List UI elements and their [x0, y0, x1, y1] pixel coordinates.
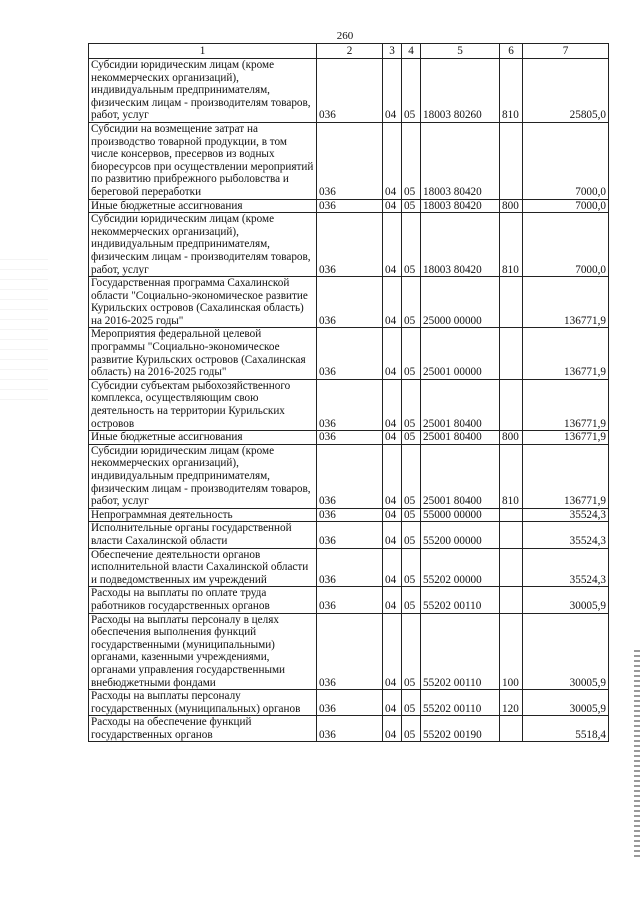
row-code: 036 — [317, 199, 383, 213]
row-code: 036 — [317, 690, 383, 716]
row-expense-type: 100 — [500, 613, 523, 690]
row-target-article: 55202 00110 — [421, 613, 500, 690]
row-code: 036 — [317, 277, 383, 328]
row-target-article: 18003 80260 — [421, 59, 500, 123]
row-expense-type — [500, 328, 523, 379]
table-row — [89, 59, 609, 123]
row-code: 036 — [317, 508, 383, 522]
row-amount: 136771,9 — [523, 277, 609, 328]
row-amount: 30005,9 — [523, 690, 609, 716]
row-amount: 35524,3 — [523, 548, 609, 587]
row-name: Мероприятия федеральной целевой программы "Социально-экономическое развитие Курильских островов (Сахалинская область) на 2016-2025 годы" — [89, 328, 317, 379]
row-subsection: 05 — [402, 613, 421, 690]
row-target-article: 25001 80400 — [421, 431, 500, 445]
table-row — [89, 587, 609, 613]
table-row — [89, 328, 609, 379]
row-section: 04 — [383, 328, 402, 379]
row-expense-type: 120 — [500, 690, 523, 716]
table-row — [89, 716, 609, 742]
row-code: 036 — [317, 328, 383, 379]
row-target-article: 25001 80400 — [421, 444, 500, 508]
row-name: Расходы на выплаты по оплате труда работников государственных органов — [89, 587, 317, 613]
row-target-article: 55200 00000 — [421, 522, 500, 548]
row-subsection: 05 — [402, 213, 421, 277]
header-col-1: 1 — [89, 44, 317, 59]
row-section: 04 — [383, 122, 402, 199]
row-name: Исполнительные органы государственной власти Сахалинской области — [89, 522, 317, 548]
page-number: 260 — [336, 30, 354, 42]
row-subsection: 05 — [402, 716, 421, 742]
row-target-article: 55202 00110 — [421, 690, 500, 716]
row-expense-type: 800 — [500, 431, 523, 445]
row-name: Иные бюджетные ассигнования — [89, 431, 317, 445]
row-code: 036 — [317, 431, 383, 445]
row-code: 036 — [317, 444, 383, 508]
row-target-article: 18003 80420 — [421, 213, 500, 277]
row-name: Субсидии субъектам рыбохозяйственного комплекса, осуществляющим свою деятельность на территории Курильских островов — [89, 379, 317, 430]
row-name: Расходы на обеспечение функций государственных органов — [89, 716, 317, 742]
table-row — [89, 444, 609, 508]
row-name: Субсидии юридическим лицам (кроме некоммерческих организаций), индивидуальным предпринимателям, физическим лицам - производителям товаров, работ, услуг — [89, 213, 317, 277]
row-expense-type: 810 — [500, 59, 523, 123]
row-subsection: 05 — [402, 508, 421, 522]
row-amount: 5518,4 — [523, 716, 609, 742]
row-amount: 136771,9 — [523, 431, 609, 445]
row-subsection: 05 — [402, 522, 421, 548]
row-amount: 136771,9 — [523, 328, 609, 379]
row-section: 04 — [383, 690, 402, 716]
row-amount: 136771,9 — [523, 379, 609, 430]
row-target-article: 25001 80400 — [421, 379, 500, 430]
row-amount: 30005,9 — [523, 587, 609, 613]
row-target-article: 55202 00000 — [421, 548, 500, 587]
row-expense-type — [500, 122, 523, 199]
header-row — [89, 44, 609, 59]
row-name: Субсидии на возмещение затрат на производство товарной продукции, в том числе консервов, пресервов из водных биоресурсов при осуществлении мероприятий по развитию прибрежного рыболовства и береговой переработки — [89, 122, 317, 199]
table-row — [89, 122, 609, 199]
table-row — [89, 522, 609, 548]
row-subsection: 05 — [402, 444, 421, 508]
row-target-article: 55202 00110 — [421, 587, 500, 613]
row-amount: 35524,3 — [523, 522, 609, 548]
row-amount: 7000,0 — [523, 213, 609, 277]
row-expense-type: 810 — [500, 213, 523, 277]
row-section: 04 — [383, 587, 402, 613]
row-section: 04 — [383, 508, 402, 522]
header-col-6: 6 — [500, 44, 523, 59]
row-target-article: 18003 80420 — [421, 199, 500, 213]
row-expense-type — [500, 587, 523, 613]
row-code: 036 — [317, 213, 383, 277]
row-section: 04 — [383, 444, 402, 508]
row-code: 036 — [317, 548, 383, 587]
row-amount: 25805,0 — [523, 59, 609, 123]
row-name: Непрограммная деятельность — [89, 508, 317, 522]
header-col-3: 3 — [383, 44, 402, 59]
table-row — [89, 613, 609, 690]
row-target-article: 18003 80420 — [421, 122, 500, 199]
table-row — [89, 277, 609, 328]
scan-edge-mark — [634, 650, 640, 860]
table-row — [89, 431, 609, 445]
row-expense-type: 810 — [500, 444, 523, 508]
row-subsection: 05 — [402, 690, 421, 716]
row-expense-type — [500, 522, 523, 548]
row-expense-type — [500, 716, 523, 742]
row-amount: 30005,9 — [523, 613, 609, 690]
row-subsection: 05 — [402, 587, 421, 613]
header-col-4: 4 — [402, 44, 421, 59]
row-code: 036 — [317, 59, 383, 123]
row-code: 036 — [317, 587, 383, 613]
row-name: Субсидии юридическим лицам (кроме некоммерческих организаций), индивидуальным предпринимателям, физическим лицам - производителям товаров, работ, услуг — [89, 59, 317, 123]
row-expense-type — [500, 379, 523, 430]
row-code: 036 — [317, 716, 383, 742]
row-subsection: 05 — [402, 379, 421, 430]
row-section: 04 — [383, 199, 402, 213]
row-name: Субсидии юридическим лицам (кроме некоммерческих организаций), индивидуальным предпринимателям, физическим лицам - производителям товаров, работ, услуг — [89, 444, 317, 508]
row-expense-type: 800 — [500, 199, 523, 213]
header-col-5: 5 — [421, 44, 500, 59]
row-section: 04 — [383, 431, 402, 445]
row-target-article: 25001 00000 — [421, 328, 500, 379]
row-expense-type — [500, 508, 523, 522]
row-subsection: 05 — [402, 328, 421, 379]
table-row — [89, 508, 609, 522]
table-row — [89, 548, 609, 587]
row-code: 036 — [317, 613, 383, 690]
row-amount: 35524,3 — [523, 508, 609, 522]
bleed-through-artifact — [0, 250, 48, 400]
row-subsection: 05 — [402, 277, 421, 328]
row-section: 04 — [383, 548, 402, 587]
row-subsection: 05 — [402, 59, 421, 123]
row-subsection: 05 — [402, 548, 421, 587]
row-name: Иные бюджетные ассигнования — [89, 199, 317, 213]
row-section: 04 — [383, 613, 402, 690]
table-row — [89, 690, 609, 716]
row-section: 04 — [383, 522, 402, 548]
row-subsection: 05 — [402, 122, 421, 199]
row-name: Обеспечение деятельности органов исполнительной власти Сахалинской области и подведомственных им учреждений — [89, 548, 317, 587]
row-amount: 136771,9 — [523, 444, 609, 508]
row-code: 036 — [317, 122, 383, 199]
row-target-article: 55202 00190 — [421, 716, 500, 742]
row-code: 036 — [317, 522, 383, 548]
row-name: Расходы на выплаты персоналу в целях обеспечения выполнения функций государственными (муниципальными) органами, казенными учреждениями, органами управления государственными внебюджетными фондами — [89, 613, 317, 690]
table-row — [89, 199, 609, 213]
row-expense-type — [500, 548, 523, 587]
row-section: 04 — [383, 277, 402, 328]
header-col-7: 7 — [523, 44, 609, 59]
table-row — [89, 379, 609, 430]
row-subsection: 05 — [402, 431, 421, 445]
header-col-2: 2 — [317, 44, 383, 59]
row-amount: 7000,0 — [523, 122, 609, 199]
row-section: 04 — [383, 716, 402, 742]
table-row — [89, 213, 609, 277]
row-target-article: 55000 00000 — [421, 508, 500, 522]
row-expense-type — [500, 277, 523, 328]
budget-table — [88, 43, 609, 742]
row-section: 04 — [383, 213, 402, 277]
row-subsection: 05 — [402, 199, 421, 213]
row-name: Расходы на выплаты персоналу государственных (муниципальных) органов — [89, 690, 317, 716]
row-target-article: 25000 00000 — [421, 277, 500, 328]
row-amount: 7000,0 — [523, 199, 609, 213]
row-section: 04 — [383, 59, 402, 123]
row-code: 036 — [317, 379, 383, 430]
row-section: 04 — [383, 379, 402, 430]
row-name: Государственная программа Сахалинской области "Социально-экономическое развитие Курильских островов (Сахалинская область) на 2016-2025 годы" — [89, 277, 317, 328]
